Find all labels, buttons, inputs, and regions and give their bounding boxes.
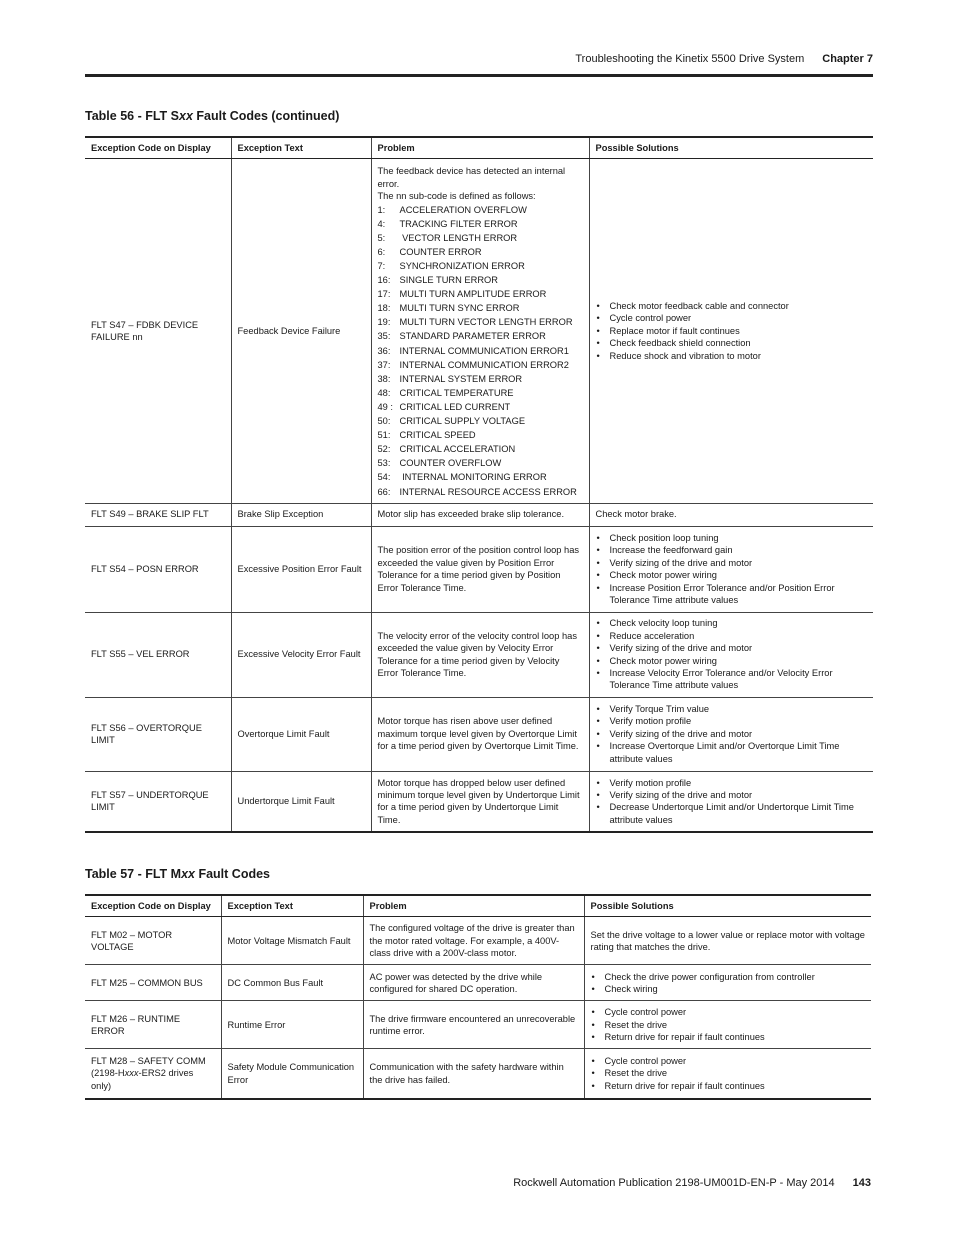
subcode-label: CRITICAL SUPPLY VOLTAGE (399, 416, 526, 427)
solution-item: • Check motor power wiring (596, 569, 868, 581)
solution-item: • Check velocity loop tuning (596, 617, 868, 629)
solutions-cell (589, 612, 873, 697)
table-row (85, 697, 873, 771)
exception-code: FLT S57 – UNDERTORQUE LIMIT (85, 771, 231, 832)
solution-text: Check motor brake. (589, 503, 873, 526)
subcode-item (378, 231, 583, 245)
subcode-number: 50: (377, 416, 391, 427)
solutions-cell (589, 771, 873, 832)
problem-text: The nn sub-code is defined as follows: (377, 191, 536, 202)
note-variable: xxx (124, 1068, 139, 1079)
exception-code: FLT M28 – SAFETY COMM (91, 1056, 206, 1067)
subcode-number: 1: (377, 204, 386, 215)
table-57 (85, 894, 871, 1100)
column-header: Exception Code on Display (85, 137, 231, 159)
solution-item: • Decrease Undertorque Limit and/or Undertorque Limit Time attribute values (596, 801, 868, 826)
subcode-label: CRITICAL ACCELERATION (399, 444, 516, 455)
problem-text: Motor torque has risen above user defined maximum torque level given by Overtorque Limit for a time period given by Overtorque Limit Time. (371, 697, 589, 771)
table-row (85, 771, 873, 832)
subcode-number: 51: (377, 430, 391, 441)
caption-text: Fault Codes (continued) (192, 109, 340, 123)
subcode-number: 53: (377, 458, 391, 469)
solutions-list (591, 971, 866, 996)
subcode-number: 49 : (377, 401, 394, 412)
subcode-item (378, 485, 583, 499)
subcode-number: 52: (377, 444, 391, 455)
exception-text: Safety Module Communication Error (221, 1049, 363, 1099)
caption-text: Table 56 - FLT S (85, 109, 179, 123)
subcode-label: MULTI TURN SYNC ERROR (399, 303, 520, 314)
solutions-list (591, 1006, 866, 1043)
subcode-number: 38: (377, 373, 391, 384)
solutions-cell (584, 1049, 871, 1099)
solution-item: • Check position loop tuning (596, 532, 868, 544)
table-header-row (85, 895, 871, 917)
solution-item: • Verify sizing of the drive and motor (596, 789, 868, 801)
exception-code: FLT S49 – BRAKE SLIP FLT (85, 503, 231, 526)
solution-item: • Return drive for repair if fault continues (591, 1080, 866, 1092)
exception-text: Feedback Device Failure (231, 159, 371, 503)
solution-item: • Check wiring (591, 983, 866, 995)
problem-text: The velocity error of the velocity control loop has exceeded the value given by Velocity Error Tolerance for a time period given by Velocity Error Tolerance Time. (371, 612, 589, 697)
exception-code: FLT S54 – POSN ERROR (85, 526, 231, 612)
problem-text: AC power was detected by the drive while configured for shared DC operation. (363, 965, 584, 1001)
solutions-list (596, 617, 868, 691)
subcode-item (378, 428, 583, 442)
problem-text: Communication with the safety hardware within the drive has failed. (363, 1049, 584, 1099)
solution-item: • Cycle control power (596, 312, 868, 324)
header-rule (85, 74, 873, 77)
subcode-list (378, 203, 583, 499)
solutions-list (596, 703, 868, 765)
subcode-label: COUNTER OVERFLOW (399, 458, 502, 469)
problem-text: The position error of the position control loop has exceeded the value given by Position Error Tolerance for a time period given by Position Error Tolerance Time. (371, 526, 589, 612)
table-row (85, 965, 871, 1001)
subcode-number: 37: (377, 359, 391, 370)
exception-code: FLT S47 – FDBK DEVICE FAILURE nn (85, 159, 231, 503)
exception-text: Runtime Error (221, 1001, 363, 1049)
problem-cell (371, 159, 589, 503)
solution-item: • Increase the feedforward gain (596, 544, 868, 556)
table-header-row (85, 137, 873, 159)
footer-publication: Rockwell Automation Publication 2198-UM001D-EN-P - May 2014 (513, 1177, 835, 1189)
caption-variable: xx (181, 867, 195, 881)
solution-item: • Increase Overtorque Limit and/or Overtorque Limit Time attribute values (596, 740, 868, 765)
page-number: 143 (852, 1177, 871, 1189)
subcode-number: 6: (377, 246, 386, 257)
subcode-number: 19: (377, 317, 391, 328)
running-header (85, 53, 873, 65)
exception-code: FLT S55 – VEL ERROR (85, 612, 231, 697)
subcode-number: 5: (377, 232, 386, 243)
column-header: Possible Solutions (589, 137, 873, 159)
subcode-label: COUNTER ERROR (399, 246, 482, 257)
subcode-item (378, 442, 583, 456)
solution-item: • Check motor feedback cable and connector (596, 300, 868, 312)
solutions-list (596, 532, 868, 606)
subcode-label: VECTOR LENGTH ERROR (399, 232, 518, 243)
solution-item: • Verify sizing of the drive and motor (596, 642, 868, 654)
subcode-number: 48: (377, 387, 391, 398)
subcode-item (378, 287, 583, 301)
exception-code: FLT S56 – OVERTORQUE LIMIT (85, 697, 231, 771)
subcode-label: MULTI TURN AMPLITUDE ERROR (399, 289, 547, 300)
subcode-label: INTERNAL COMMUNICATION ERROR1 (399, 345, 569, 356)
subcode-number: 17: (377, 289, 391, 300)
solutions-list (591, 1055, 866, 1092)
subcode-item (378, 259, 583, 273)
subcode-number: 16: (377, 275, 391, 286)
solutions-cell (589, 526, 873, 612)
column-header: Problem (371, 137, 589, 159)
subcode-item (378, 203, 583, 217)
subcode-item (378, 245, 583, 259)
exception-code-note (91, 1067, 215, 1092)
solution-item: • Reset the drive (591, 1067, 866, 1079)
subcode-label: CRITICAL TEMPERATURE (399, 387, 514, 398)
subcode-item (378, 372, 583, 386)
solutions-list (596, 777, 868, 827)
subcode-label: CRITICAL SPEED (399, 430, 476, 441)
subcode-label: SYNCHRONIZATION ERROR (399, 261, 525, 271)
solution-item: • Reduce shock and vibration to motor (596, 350, 868, 362)
problem-text: Motor torque has dropped below user defined minimum torque level given by Undertorque Limit for a time period given by Undertorque Limit Time. (371, 771, 589, 832)
subcode-item (378, 386, 583, 400)
subcode-number: 7: (377, 261, 386, 271)
subcode-number: 54: (377, 472, 391, 483)
page-footer (85, 1177, 871, 1189)
note-text: -ERS2 drives only) (91, 1068, 194, 1091)
subcode-item (378, 400, 583, 414)
solution-item: • Check feedback shield connection (596, 337, 868, 349)
subcode-label: SINGLE TURN ERROR (399, 275, 498, 286)
column-header: Possible Solutions (584, 895, 871, 917)
solution-item: • Verify sizing of the drive and motor (596, 728, 868, 740)
table-row (85, 526, 873, 612)
subcode-item (378, 301, 583, 315)
solutions-list (596, 300, 868, 362)
problem-text: The feedback device has detected an internal error. (377, 166, 566, 189)
exception-text: Excessive Position Error Fault (231, 526, 371, 612)
solutions-cell (584, 1001, 871, 1049)
solution-item: • Verify motion profile (596, 777, 868, 789)
solution-item: • Cycle control power (591, 1055, 866, 1067)
exception-code: FLT M25 – COMMON BUS (85, 965, 221, 1001)
table-row (85, 917, 871, 965)
solution-text: Set the drive voltage to a lower value or replace motor with voltage rating that matches the drive. (584, 917, 871, 965)
problem-text: The drive firmware encountered an unrecoverable runtime error. (363, 1001, 584, 1049)
solution-item: • Return drive for repair if fault continues (591, 1031, 866, 1043)
subcode-item (378, 414, 583, 428)
solution-item: • Increase Velocity Error Tolerance and/or Velocity Error Tolerance Time attribute values (596, 667, 868, 692)
solution-item: • Verify motion profile (596, 715, 868, 727)
problem-text: Motor slip has exceeded brake slip tolerance. (371, 503, 589, 526)
table-row (85, 1001, 871, 1049)
subcode-item (378, 358, 583, 372)
exception-text: Brake Slip Exception (231, 503, 371, 526)
solution-item: • Check the drive power configuration from controller (591, 971, 866, 983)
subcode-item (378, 470, 583, 484)
subcode-label: INTERNAL COMMUNICATION ERROR2 (399, 359, 569, 370)
header-chapter: Chapter 7 (822, 53, 873, 65)
solution-item: • Reduce acceleration (596, 630, 868, 642)
solution-item: • Check motor power wiring (596, 655, 868, 667)
solution-item: • Verify sizing of the drive and motor (596, 557, 868, 569)
subcode-number: 66: (377, 486, 391, 497)
subcode-number: 35: (377, 331, 391, 342)
solution-item: • Verify Torque Trim value (596, 703, 868, 715)
subcode-number: 36: (377, 345, 391, 356)
column-header: Exception Text (221, 895, 363, 917)
solution-item: • Increase Position Error Tolerance and/or Position Error Tolerance Time attribute values (596, 582, 868, 607)
exception-text: Excessive Velocity Error Fault (231, 612, 371, 697)
note-text: (2198-H (91, 1068, 125, 1079)
subcode-number: 4: (377, 218, 386, 229)
subcode-label: ACCELERATION OVERFLOW (399, 204, 527, 215)
exception-code: FLT M26 – RUNTIME ERROR (85, 1001, 221, 1049)
subcode-label: CRITICAL LED CURRENT (399, 401, 511, 412)
table-row (85, 1049, 871, 1099)
subcode-label: TRACKING FILTER ERROR (399, 218, 518, 229)
exception-text: Motor Voltage Mismatch Fault (221, 917, 363, 965)
table-row (85, 159, 873, 503)
subcode-item (378, 456, 583, 470)
column-header: Exception Text (231, 137, 371, 159)
solution-item: • Replace motor if fault continues (596, 325, 868, 337)
subcode-item (378, 315, 583, 329)
solution-item: • Cycle control power (591, 1006, 866, 1018)
column-header: Problem (363, 895, 584, 917)
exception-text: Undertorque Limit Fault (231, 771, 371, 832)
table-row (85, 503, 873, 526)
header-title: Troubleshooting the Kinetix 5500 Drive System (575, 53, 805, 65)
exception-code: FLT M02 – MOTOR VOLTAGE (85, 917, 221, 965)
column-header: Exception Code on Display (85, 895, 221, 917)
caption-text: Table 57 - FLT M (85, 867, 182, 881)
subcode-item (378, 273, 583, 287)
caption-variable: xx (179, 109, 193, 123)
subcode-item (378, 329, 583, 343)
table-56-caption (85, 109, 339, 123)
subcode-label: INTERNAL SYSTEM ERROR (399, 373, 523, 384)
subcode-label: MULTI TURN VECTOR LENGTH ERROR (399, 317, 573, 328)
subcode-item (378, 217, 583, 231)
table-56 (85, 136, 873, 833)
solutions-cell (584, 965, 871, 1001)
solutions-cell (589, 159, 873, 503)
subcode-number: 18: (377, 303, 391, 314)
subcode-item (378, 344, 583, 358)
problem-text: The configured voltage of the drive is greater than the motor rated voltage. For example, a 400V-class drive with a 200V-class motor. (363, 917, 584, 965)
table-row (85, 612, 873, 697)
solution-item: • Reset the drive (591, 1019, 866, 1031)
caption-text: Fault Codes (194, 867, 270, 881)
solutions-cell (589, 697, 873, 771)
exception-code-cell (85, 1049, 221, 1099)
subcode-label: INTERNAL MONITORING ERROR (399, 472, 547, 483)
exception-text: DC Common Bus Fault (221, 965, 363, 1001)
subcode-label: STANDARD PARAMETER ERROR (399, 331, 546, 342)
subcode-label: INTERNAL RESOURCE ACCESS ERROR (399, 486, 577, 497)
exception-text: Overtorque Limit Fault (231, 697, 371, 771)
table-57-caption (85, 867, 270, 881)
